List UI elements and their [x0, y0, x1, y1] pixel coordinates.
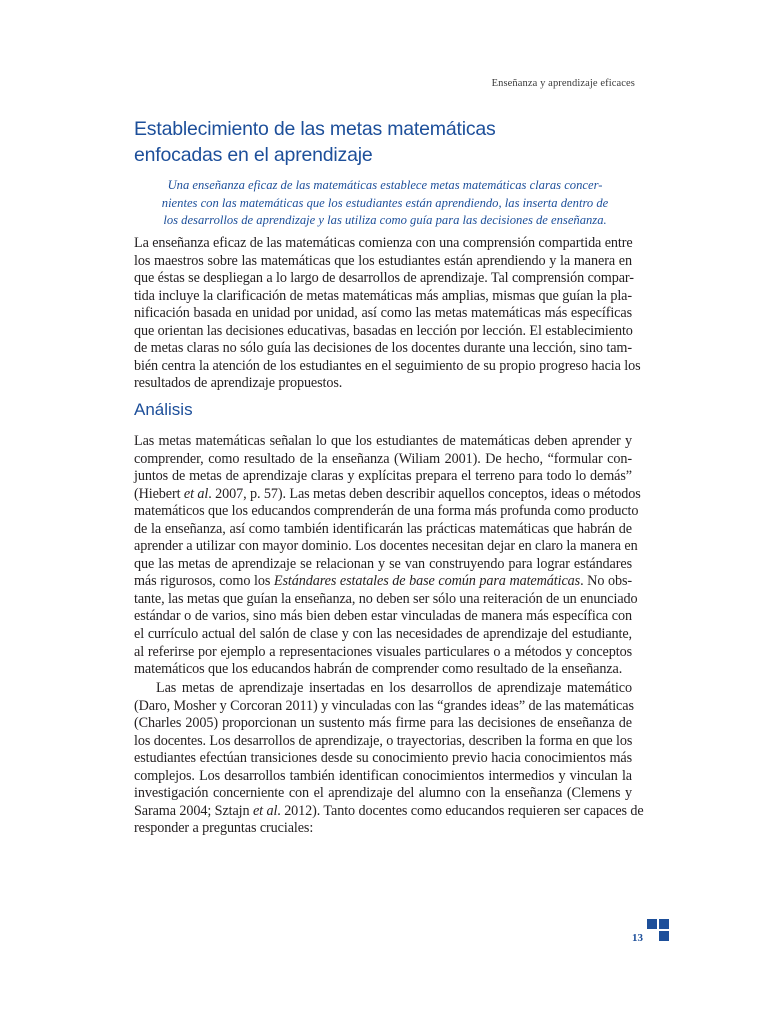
- text-line: que orientan las decisiones educativas, basadas en lección por lección. El establecimiento: [134, 322, 633, 339]
- running-head: Enseñanza y aprendizaje eficaces: [491, 78, 635, 89]
- text-line: Las metas de aprendizaje insertadas en los desarrollos de aprendizaje matemático: [156, 680, 632, 696]
- title-line: Establecimiento de las metas matemáticas: [134, 118, 496, 140]
- section-heading-analisis: Análisis: [134, 400, 193, 419]
- page-title: [134, 116, 634, 168]
- page-number: 13: [632, 932, 643, 944]
- italic-text: et al: [183, 485, 209, 502]
- text-line: La enseñanza eficaz de las matemáticas comienza con una comprensión compartida entre: [134, 235, 633, 251]
- title-line: enfocadas en el aprendizaje: [134, 144, 373, 166]
- text-line: [134, 802, 644, 821]
- intro-paragraph: [134, 235, 641, 393]
- text-run: . 2007, p. 57). Las metas deben describir aquellos conceptos, ideas o métodos: [208, 485, 641, 502]
- text-line: (Daro, Mosher y Corcoran 2011) y vinculadas con las “grandes ideas” de las matemáticas: [134, 697, 634, 714]
- text-line: [134, 573, 632, 591]
- text-run: (Hiebert: [134, 485, 184, 502]
- text-line: responder a preguntas cruciales:: [134, 820, 314, 837]
- text-line: al referirse por ejemplo a representaciones visuales particulares o a métodos y conceptos: [134, 643, 632, 660]
- text-line: el currículo actual del salón de clase y con las necesidades de aprendizaje del estudiante,: [134, 626, 632, 643]
- text-line: bién centra la atención de los estudiantes en el seguimiento de su propio progreso hacia los: [134, 357, 641, 374]
- lead-line: los desarrollos de aprendizaje y las utiliza como guía para las decisiones de enseñanza.: [163, 213, 607, 227]
- text-run: . No obs-: [580, 573, 633, 590]
- lead-statement: [150, 177, 620, 230]
- text-line: de metas claras no sólo guía las decisiones de los docentes durante una lección, sino tam-: [134, 340, 632, 357]
- square: [659, 931, 669, 941]
- text-line: Las metas matemáticas señalan lo que los estudiantes de matemáticas deben aprender y: [134, 433, 632, 449]
- lead-line: Una enseñanza eficaz de las matemáticas establece metas matemáticas claras concer-: [167, 178, 603, 192]
- learning-progressions-paragraph: [134, 680, 644, 838]
- italic-text: et al: [252, 802, 278, 819]
- text-line: aprender a utilizar con mayor dominio. Los docentes necesitan dejar en claro la manera en: [134, 538, 638, 555]
- text-line: tante, las metas que guían la enseñanza, no deben ser sólo una reiteración de un enunciado: [134, 590, 638, 607]
- square: [659, 919, 669, 929]
- text-line: nificación basada en unidad por unidad, así como las metas matemáticas más específicas: [134, 305, 632, 322]
- text-line: que las metas de aprendizaje se relacionan y se van construyendo para lograr estándares: [134, 555, 632, 572]
- page-decoration-squares: [647, 919, 669, 941]
- text-line: juntos de metas de aprendizaje claras y explícitas prepara el terreno para todo lo demás”: [134, 468, 632, 485]
- text-line: investigación concerniente con el aprendizaje del alumno con la enseñanza (Clemens y: [134, 785, 632, 802]
- text-run: más rigurosos, como los: [134, 573, 274, 590]
- text-line: matemáticos que los educandos habrán de comprender como resultado de la enseñanza.: [134, 661, 623, 678]
- square: [647, 919, 657, 929]
- analysis-paragraph: [134, 433, 641, 679]
- text-line: comprender, como resultado de la enseñanza (Wiliam 2001). De hecho, “formular con-: [134, 450, 632, 467]
- text-line: que éstas se despliegan a lo largo de desarrollos de aprendizaje. Tal comprensión compar-: [134, 270, 634, 287]
- text-line: tida incluye la clarificación de metas matemáticas más amplias, mismas que guían la pla-: [134, 287, 632, 304]
- text-run: Sarama 2004; Sztajn: [134, 802, 253, 819]
- text-run: . 2012). Tanto docentes como educandos requieren ser capaces de: [277, 802, 644, 819]
- text-line: estándar o de varios, sino más bien deben estar vinculadas de manera más específica con: [134, 608, 632, 625]
- text-line: matemáticos que los educandos comprenderán de una forma más profunda como producto: [134, 503, 639, 520]
- text-line: de la enseñanza, así como también identificarán las prácticas matemáticas que habrán de: [134, 520, 632, 537]
- text-line: estudiantes efectúan transiciones desde su conocimiento previo hacia conocimientos más: [134, 750, 632, 767]
- italic-text: Estándares estatales de base común para matemáticas: [273, 573, 581, 590]
- text-line: resultados de aprendizaje propuestos.: [134, 375, 343, 392]
- text-line: (Charles 2005) proporcionan un sustento más firme para las decisiones de enseñanza de: [134, 715, 632, 732]
- text-line: los maestros sobre las matemáticas que los estudiantes están aprendiendo y la manera en: [134, 252, 632, 269]
- lead-line: nientes con las matemáticas que los estudiantes están aprendiendo, las inserta dentro de: [161, 195, 609, 210]
- text-line: complejos. Los desarrollos también identifican conocimientos intermedios y vinculan la: [134, 767, 632, 784]
- text-line: [134, 485, 641, 504]
- text-line: los docentes. Los desarrollos de aprendizaje, o trayectorias, describen la forma en que los: [134, 732, 633, 749]
